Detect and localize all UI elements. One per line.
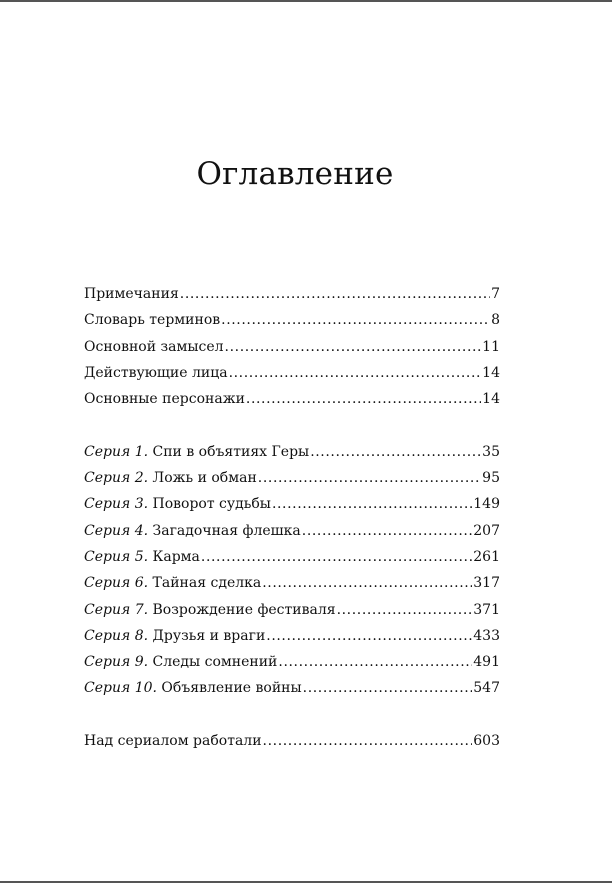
episode-prefix: Серия 9. (84, 654, 149, 671)
toc-entry-text (84, 491, 271, 517)
dot-leader (180, 281, 490, 307)
dot-leader (302, 518, 472, 544)
dot-leader (337, 597, 473, 623)
toc-page-number: 491 (473, 654, 500, 671)
toc-page-number: 95 (482, 470, 500, 487)
page-title: Оглавление (196, 156, 394, 192)
dot-leader (303, 675, 473, 701)
dot-leader (229, 360, 482, 386)
toc-entry-episode-1[interactable] (84, 439, 500, 465)
episode-title: Загадочная флешка (152, 522, 301, 539)
episode-title: Друзья и враги (152, 627, 266, 644)
episode-prefix: Серия 7. (84, 601, 149, 618)
episode-prefix: Серия 3. (84, 496, 149, 513)
dot-leader (263, 728, 473, 754)
toc-entry-episode-10[interactable] (84, 675, 500, 701)
episode-title: Ложь и обман (152, 470, 257, 487)
toc-entry-episode-7[interactable] (84, 597, 500, 623)
toc-page-number: 149 (473, 496, 500, 513)
dot-leader (272, 491, 472, 517)
toc-entry-text (84, 649, 277, 675)
toc-entry-label: Над сериалом работали (84, 733, 262, 750)
episode-title: Поворот судьбы (152, 496, 271, 513)
toc-entry-label: Основные персонажи (84, 391, 245, 408)
dot-leader (310, 439, 481, 465)
episode-title: Спи в объятиях Геры (152, 443, 310, 460)
top-border (0, 0, 612, 2)
toc-entry-episode-3[interactable] (84, 491, 500, 517)
section-spacer (84, 702, 500, 728)
toc-page-number: 261 (473, 548, 500, 565)
toc-entry-episode-5[interactable] (84, 544, 500, 570)
toc-page-number: 371 (473, 601, 500, 618)
toc-entry-text (84, 675, 302, 701)
toc-page-number: 11 (482, 338, 500, 355)
dot-leader (258, 465, 481, 491)
toc-entry-text (84, 439, 309, 465)
toc-page-number: 7 (491, 286, 500, 302)
episode-title: Следы сомнений (152, 654, 278, 671)
toc-entry-main-characters[interactable] (84, 386, 500, 412)
table-of-contents (84, 281, 500, 754)
section-spacer (84, 412, 500, 438)
dot-leader (246, 386, 481, 412)
dot-leader (201, 544, 472, 570)
toc-entry-label: Основной замысел (84, 338, 224, 355)
toc-page-number: 317 (473, 575, 500, 592)
toc-entry-label: Словарь терминов (84, 312, 221, 329)
toc-entry-episode-2[interactable] (84, 465, 500, 491)
toc-entry-episode-8[interactable] (84, 623, 500, 649)
episode-prefix: Серия 4. (84, 522, 149, 539)
toc-entry-text (84, 597, 336, 623)
toc-entry-label: Примечания (84, 286, 179, 302)
toc-page-number: 207 (473, 522, 500, 539)
toc-entry-cast[interactable] (84, 360, 500, 386)
episode-prefix: Серия 8. (84, 627, 149, 644)
dot-leader (266, 623, 472, 649)
toc-entry-episode-9[interactable] (84, 649, 500, 675)
dot-leader (278, 649, 472, 675)
toc-page-number: 603 (473, 733, 500, 750)
toc-entry-text (84, 465, 257, 491)
episode-prefix: Серия 2. (84, 470, 149, 487)
toc-entry-main-idea[interactable] (84, 334, 500, 360)
episode-prefix: Серия 5. (84, 548, 149, 565)
episode-prefix: Серия 6. (84, 575, 149, 592)
toc-entry-text (84, 570, 261, 596)
dot-leader (221, 307, 490, 333)
toc-entry-glossary[interactable] (84, 307, 500, 333)
episode-title: Возрождение фестиваля (152, 601, 336, 618)
episode-title: Тайная сделка (152, 575, 262, 592)
dot-leader (225, 334, 482, 360)
toc-entry-episode-6[interactable] (84, 570, 500, 596)
episode-title: Объявление войны (161, 680, 302, 697)
episode-title: Карма (152, 548, 200, 565)
toc-entry-text (84, 544, 200, 570)
toc-page-number: 433 (473, 627, 500, 644)
toc-page-number: 14 (482, 364, 500, 381)
episode-prefix: Серия 1. (84, 443, 149, 460)
toc-entry-credits[interactable] (84, 728, 500, 754)
episode-prefix: Серия 10. (84, 680, 157, 697)
toc-entry-notes[interactable] (84, 281, 500, 307)
toc-entry-text (84, 518, 301, 544)
toc-entry-text (84, 623, 265, 649)
dot-leader (262, 570, 472, 596)
toc-page-number: 8 (491, 312, 500, 329)
toc-page-number: 547 (473, 680, 500, 697)
toc-entry-episode-4[interactable] (84, 518, 500, 544)
toc-page-number: 14 (482, 391, 500, 408)
toc-entry-label: Действующие лица (84, 364, 228, 381)
toc-page-number: 35 (482, 443, 500, 460)
